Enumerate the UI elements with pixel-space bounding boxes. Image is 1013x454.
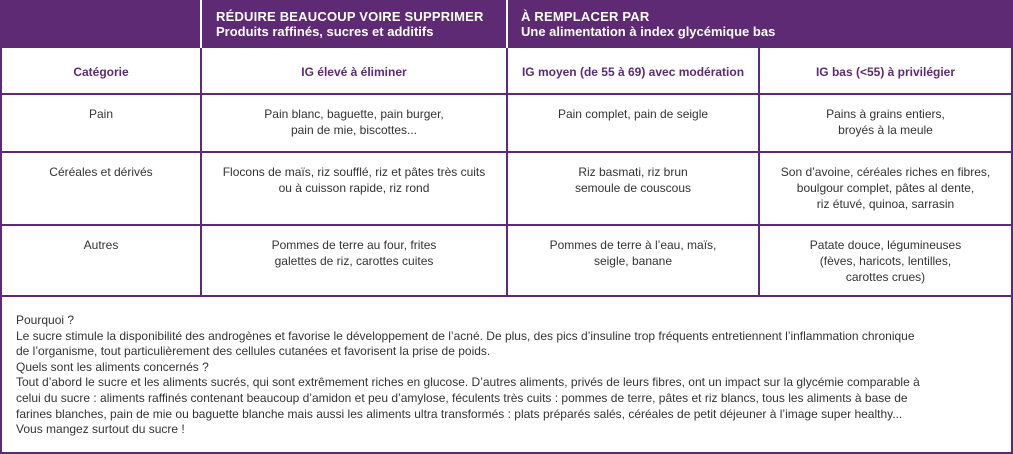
cell-pain-low <box>760 106 1011 138</box>
explanation-line: de l’organisme, tout particulièrement des cellules cutanées et favorisent la prise de poids. <box>16 344 491 359</box>
cell-line: pain de mie, biscottes... <box>290 123 418 137</box>
explanation-line: Tout d’abord le sucre et les aliments sucrés, qui sont extrêmement riches en glucose. D’autres aliments, privés de leurs fibres, ont un impact sur la glycémie comparable à <box>16 375 920 390</box>
explanation-text <box>16 313 1001 438</box>
cell-line: broyés à la meule <box>838 123 933 137</box>
row-category-cereales: Céréales et dérivés <box>49 165 153 179</box>
col-header-category: Catégorie <box>73 65 129 79</box>
cell-line: Riz basmati, riz brun <box>578 165 688 179</box>
cell-cereales-medium <box>508 164 758 196</box>
cell-line: Pain complet, pain de seigle <box>557 107 709 121</box>
replace-subtitle: Une alimentation à index glycémique bas <box>521 24 776 39</box>
cell-line: galettes de riz, carottes cuites <box>274 254 434 268</box>
cell-line: Pain blanc, baguette, pain burger, <box>264 107 444 121</box>
cell-cereales-low <box>760 164 1011 212</box>
cell-autres-low <box>760 237 1011 285</box>
row-category-pain: Pain <box>88 107 114 121</box>
cell-line: Son d’avoine, céréales riches en fibres, <box>780 165 991 179</box>
col-header-low-ig: IG bas (<55) à privilégier <box>815 65 956 79</box>
explanation-line: Quels sont les aliments concernés ? <box>16 359 209 374</box>
cell-cereales-high <box>202 164 506 196</box>
cell-line: Pains à grains entiers, <box>826 107 945 121</box>
col-header-medium-ig: IG moyen (de 55 à 69) avec modération <box>521 65 745 79</box>
cell-pain-high <box>202 106 506 138</box>
cell-line: Patate douce, légumineuses <box>809 238 962 252</box>
cell-line: seigle, banane <box>593 254 673 268</box>
cell-line: riz étuvé, quinoa, sarrasin <box>816 197 955 211</box>
cell-line: Pommes de terre au four, frites <box>271 238 437 252</box>
explanation-line: farines blanches, pain de mie ou baguette blanche mais aussi les aliments ultra transformés : plats préparés salés, céréales de petit déjeuner à l’image super healthy... <box>16 406 903 421</box>
explanation-line: Le sucre stimule la disponibilité des androgènes et favorise le développement de l’acné. De plus, des pics d’insuline trop fréquents entretiennent l’inflammation chronique <box>16 328 915 343</box>
reduce-subtitle: Produits raffinés, sucres et additifs <box>216 24 434 39</box>
cell-line: (fèves, haricots, lentilles, <box>819 254 952 268</box>
replace-title: À REMPLACER PAR <box>521 9 650 24</box>
row-category-autres: Autres <box>83 238 119 252</box>
cell-pain-medium <box>508 106 758 122</box>
explanation-line: Vous mangez surtout du sucre ! <box>16 422 185 437</box>
cell-line: boulgour complet, pâtes al dente, <box>796 181 975 195</box>
cell-autres-high <box>202 237 506 269</box>
cell-line: semoule de couscous <box>574 181 692 195</box>
reduce-title: RÉDUIRE BEAUCOUP VOIRE SUPPRIMER <box>216 9 484 24</box>
explanation-line: celui du sucre : aliments raffinés contenant beaucoup d’amidon et peu d’amylose, féculents très cuits : pommes de terre, pâtes et riz blancs, tous les aliments à base de <box>16 390 908 405</box>
col-header-high-ig: IG élevé à éliminer <box>301 65 407 79</box>
replace-header <box>521 9 775 39</box>
cell-line: Flocons de maïs, riz soufflé, riz et pâtes très cuits <box>222 165 486 179</box>
cell-line: ou à cuisson rapide, riz rond <box>278 181 430 195</box>
reduce-header <box>216 9 484 39</box>
explanation-line: Pourquoi ? <box>16 313 75 327</box>
header-blank-cell <box>0 0 200 48</box>
cell-line: carottes crues) <box>845 270 926 284</box>
cell-autres-medium <box>508 237 758 269</box>
cell-line: Pommes de terre à l’eau, maïs, <box>549 238 717 252</box>
